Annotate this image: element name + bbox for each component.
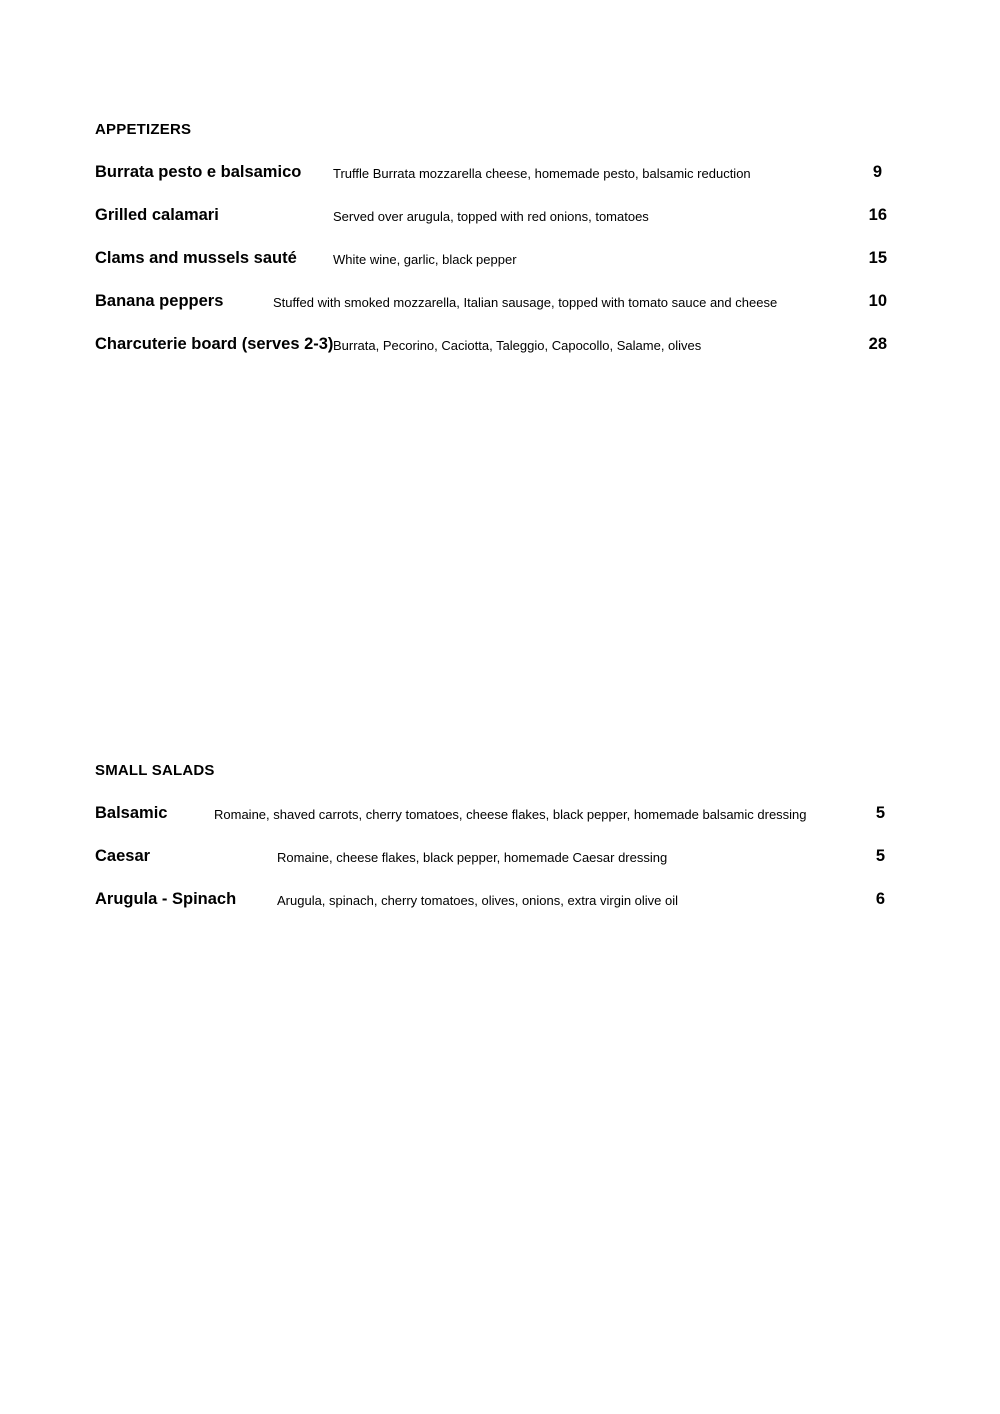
menu-item <box>95 847 900 871</box>
item-price: 10 <box>868 292 887 310</box>
item-price: 15 <box>868 249 887 267</box>
menu-item <box>95 249 900 273</box>
item-description: Romaine, shaved carrots, cherry tomatoes, cheese flakes, black pepper, homemade balsamic dressing <box>214 807 807 822</box>
item-price: 5 <box>875 847 885 865</box>
menu-item <box>95 163 900 187</box>
item-description: White wine, garlic, black pepper <box>333 252 517 267</box>
item-name: Arugula - Spinach <box>95 890 237 908</box>
item-description: Arugula, spinach, cherry tomatoes, olives, onions, extra virgin olive oil <box>277 893 679 908</box>
item-name: Balsamic <box>95 804 168 822</box>
appetizers-heading: APPETIZERS <box>95 121 192 138</box>
item-name: Grilled calamari <box>95 206 219 224</box>
item-description: Stuffed with smoked mozzarella, Italian sausage, topped with tomato sauce and cheese <box>273 295 778 310</box>
item-description: Burrata, Pecorino, Caciotta, Taleggio, Capocollo, Salame, olives <box>333 338 702 353</box>
menu-item <box>95 292 900 316</box>
item-name: Charcuterie board (serves 2-3) <box>95 335 334 353</box>
menu-item <box>95 890 900 914</box>
menu-item <box>95 335 900 359</box>
item-price: 28 <box>868 335 887 353</box>
item-name: Burrata pesto e balsamico <box>95 163 302 181</box>
item-description: Served over arugula, topped with red onions, tomatoes <box>333 209 649 224</box>
menu-item <box>95 206 900 230</box>
item-price: 16 <box>868 206 887 224</box>
item-price: 9 <box>872 163 882 181</box>
small-salads-heading: SMALL SALADS <box>95 762 215 779</box>
item-description: Romaine, cheese flakes, black pepper, homemade Caesar dressing <box>277 850 668 865</box>
item-price: 6 <box>875 890 885 908</box>
item-name: Banana peppers <box>95 292 224 310</box>
item-name: Caesar <box>95 847 151 865</box>
item-description: Truffle Burrata mozzarella cheese, homemade pesto, balsamic reduction <box>333 166 751 181</box>
item-name: Clams and mussels sauté <box>95 249 297 267</box>
menu-item <box>95 804 900 828</box>
item-price: 5 <box>875 804 885 822</box>
